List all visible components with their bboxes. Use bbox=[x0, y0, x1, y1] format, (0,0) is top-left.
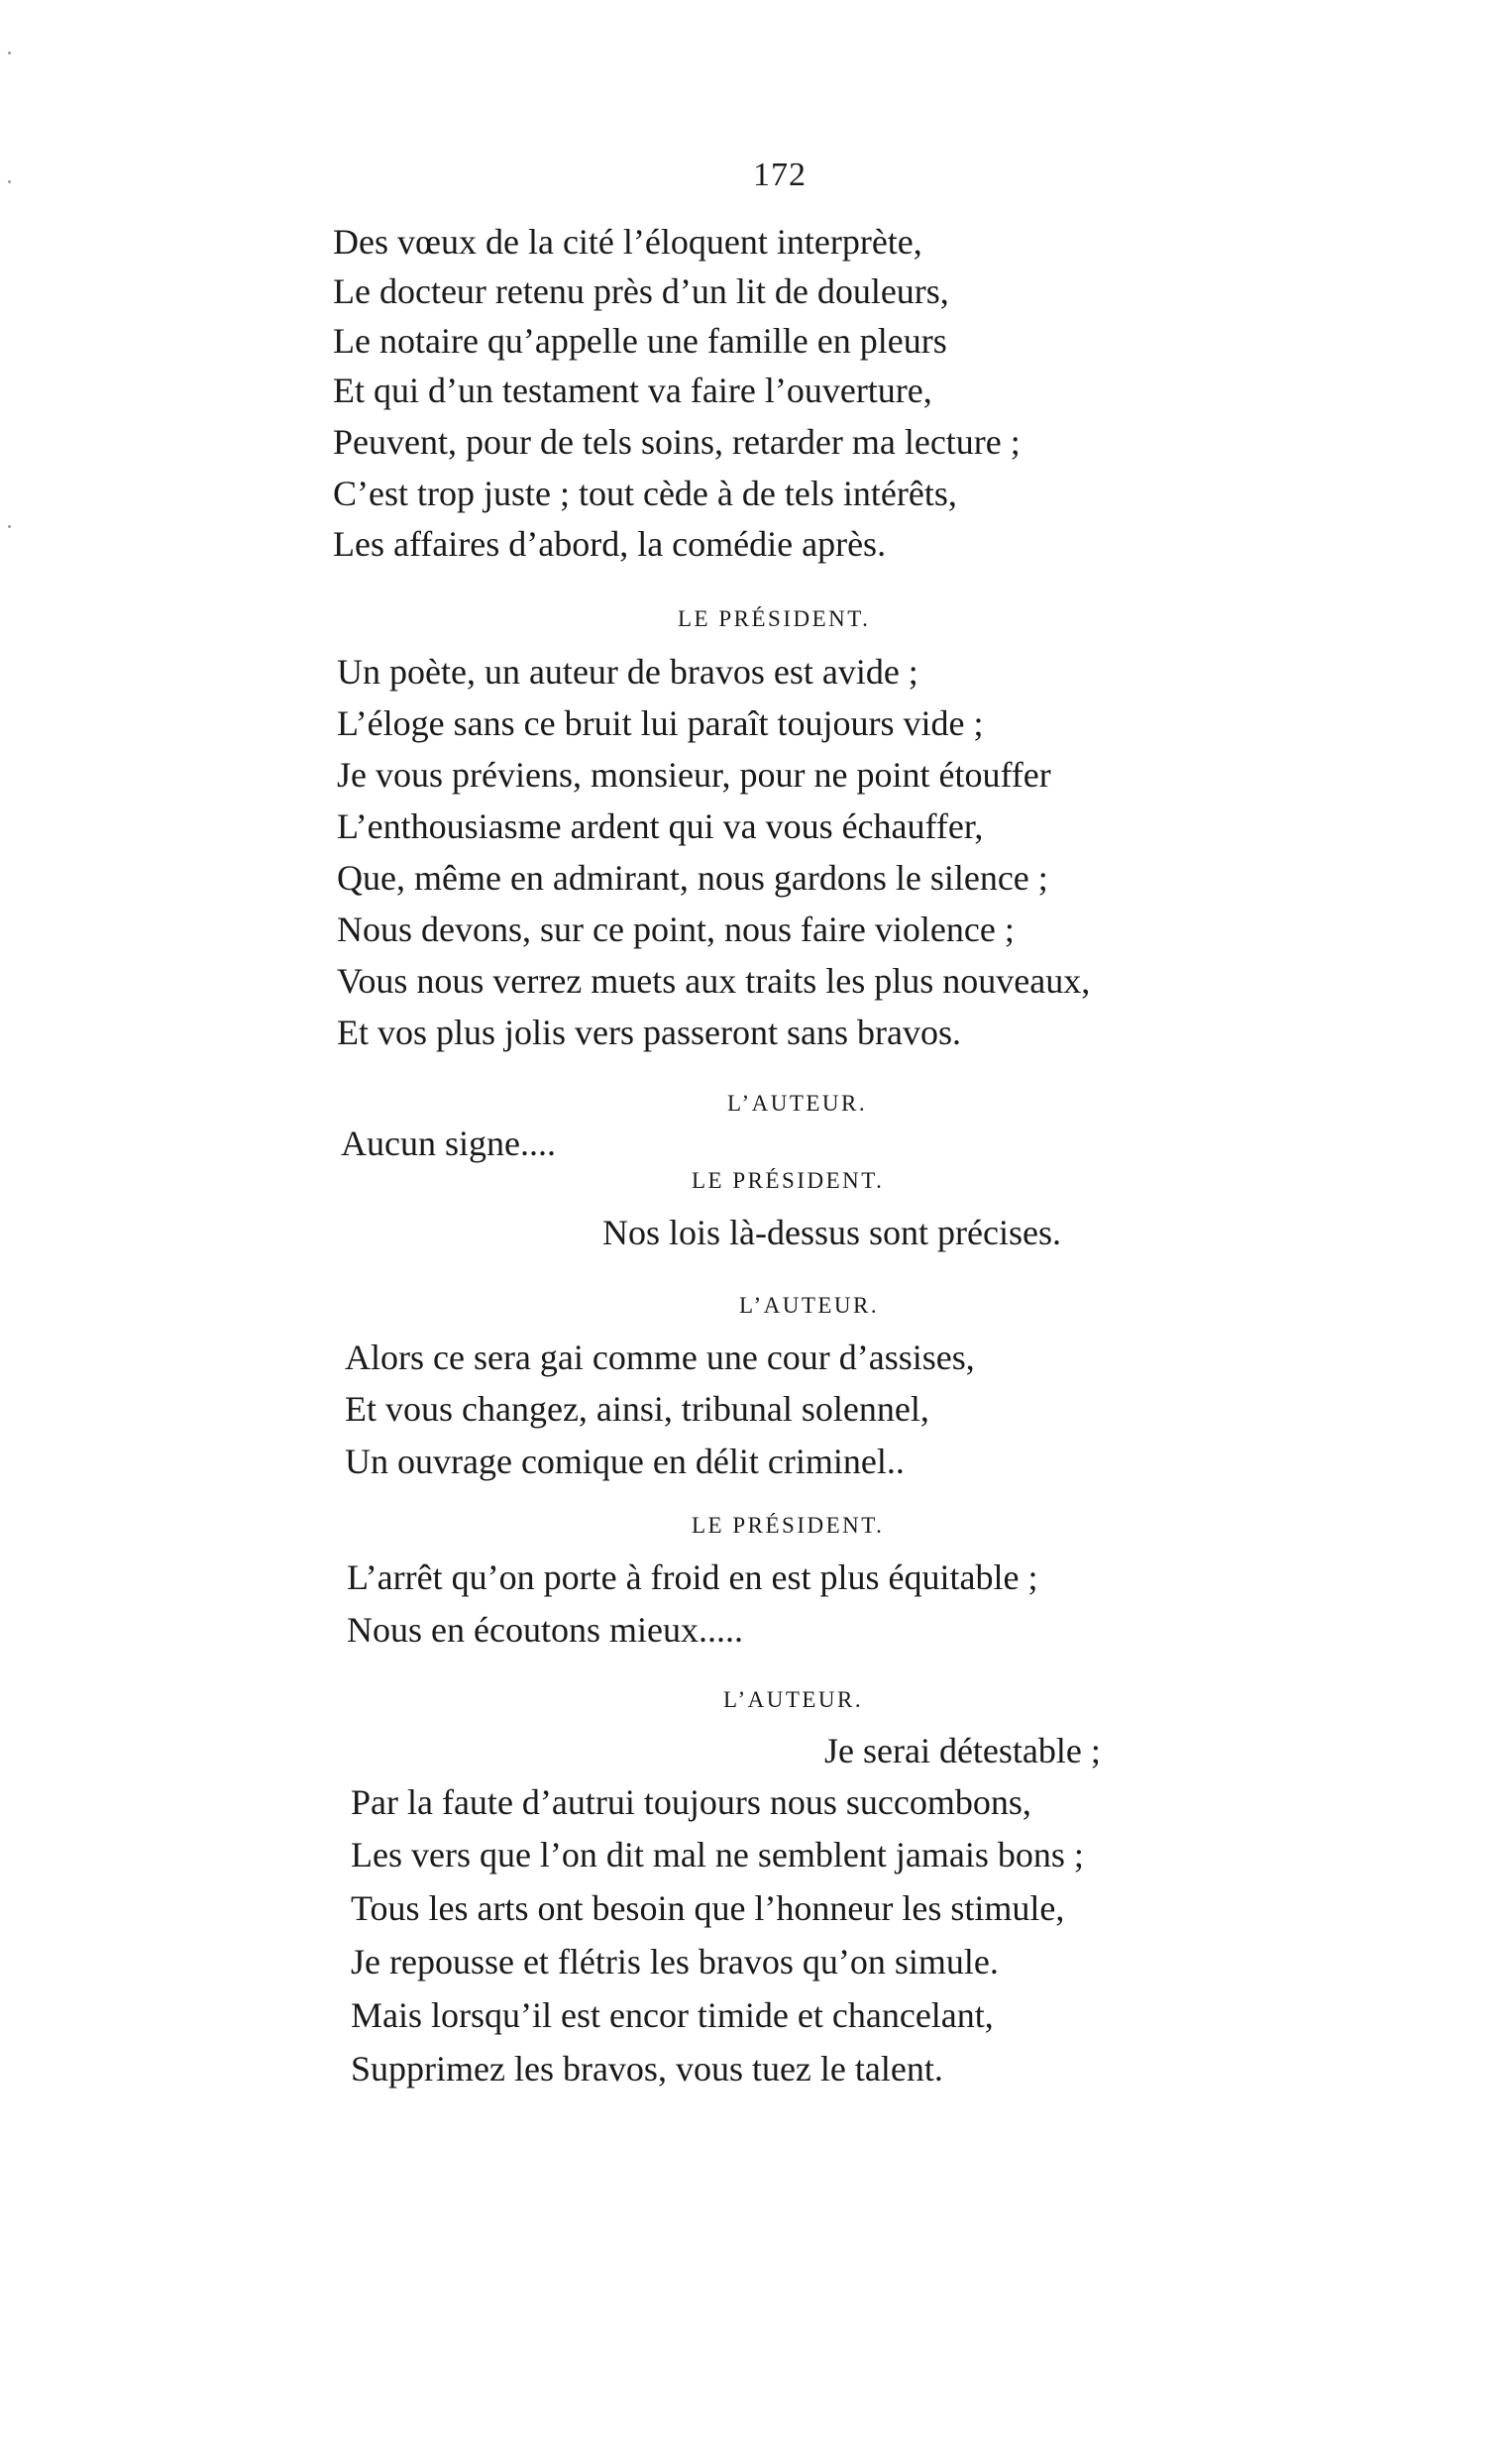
verse-line: Et vos plus jolis vers passeront sans bravos. bbox=[337, 1013, 961, 1052]
verse-line: Supprimez les bravos, vous tuez le talent. bbox=[351, 2049, 943, 2089]
verse-line: Nous en écoutons mieux..... bbox=[347, 1610, 743, 1650]
speaker-heading: LE PRÉSIDENT. bbox=[692, 1168, 885, 1193]
verse-line: Des vœux de la cité l’éloquent interprète, bbox=[333, 222, 922, 262]
verse-line: L’enthousiasme ardent qui va vous échauffer, bbox=[337, 806, 984, 846]
verse-line: C’est trop juste ; tout cède à de tels intérêts, bbox=[333, 474, 957, 513]
verse-line: Le docteur retenu près d’un lit de douleurs, bbox=[333, 271, 949, 311]
speaker-heading: L’AUTEUR. bbox=[739, 1293, 880, 1318]
verse-line: Mais lorsqu’il est encor timide et chancelant, bbox=[351, 1995, 994, 2035]
scan-speck bbox=[8, 180, 11, 183]
scan-speck bbox=[8, 525, 11, 528]
verse-line: Nos lois là-dessus sont précises. bbox=[602, 1213, 1061, 1252]
speaker-heading: L’AUTEUR. bbox=[727, 1091, 868, 1116]
speaker-heading: LE PRÉSIDENT. bbox=[692, 1513, 885, 1538]
verse-line: Tous les arts ont besoin que l’honneur les stimule, bbox=[351, 1888, 1065, 1928]
verse-line: Le notaire qu’appelle une famille en pleurs bbox=[333, 321, 947, 361]
verse-line: L’éloge sans ce bruit lui paraît toujours vide ; bbox=[337, 703, 984, 743]
verse-line: Nous devons, sur ce point, nous faire violence ; bbox=[337, 910, 1015, 949]
verse-line: Et qui d’un testament va faire l’ouverture, bbox=[333, 371, 932, 410]
verse-line: Un ouvrage comique en délit criminel.. bbox=[345, 1442, 905, 1481]
verse-line: Un poète, un auteur de bravos est avide ; bbox=[337, 652, 918, 692]
verse-line: Vous nous verrez muets aux traits les plus nouveaux, bbox=[337, 961, 1091, 1001]
verse-line: Aucun signe.... bbox=[341, 1124, 556, 1163]
speaker-heading: LE PRÉSIDENT. bbox=[678, 606, 871, 631]
verse-line: Et vous changez, ainsi, tribunal solennel, bbox=[345, 1389, 929, 1429]
page-number: 172 bbox=[753, 157, 807, 193]
verse-line: Alors ce sera gai comme une cour d’assises, bbox=[345, 1338, 975, 1377]
verse-line: Je vous préviens, monsieur, pour ne point étouffer bbox=[337, 755, 1051, 795]
verse-line: Les vers que l’on dit mal ne semblent jamais bons ; bbox=[351, 1835, 1084, 1875]
verse-line: Je serai détestable ; bbox=[824, 1731, 1101, 1770]
verse-line: Que, même en admirant, nous gardons le silence ; bbox=[337, 858, 1048, 898]
verse-line: Peuvent, pour de tels soins, retarder ma lecture ; bbox=[333, 422, 1021, 462]
verse-line: Par la faute d’autrui toujours nous succombons, bbox=[351, 1782, 1031, 1822]
verse-line: Je repousse et flétris les bravos qu’on simule. bbox=[351, 1942, 999, 1982]
scan-speck bbox=[8, 52, 11, 54]
speaker-heading: L’AUTEUR. bbox=[723, 1687, 864, 1712]
verse-line: Les affaires d’abord, la comédie après. bbox=[333, 524, 887, 564]
verse-line: L’arrêt qu’on porte à froid en est plus équitable ; bbox=[347, 1557, 1038, 1597]
